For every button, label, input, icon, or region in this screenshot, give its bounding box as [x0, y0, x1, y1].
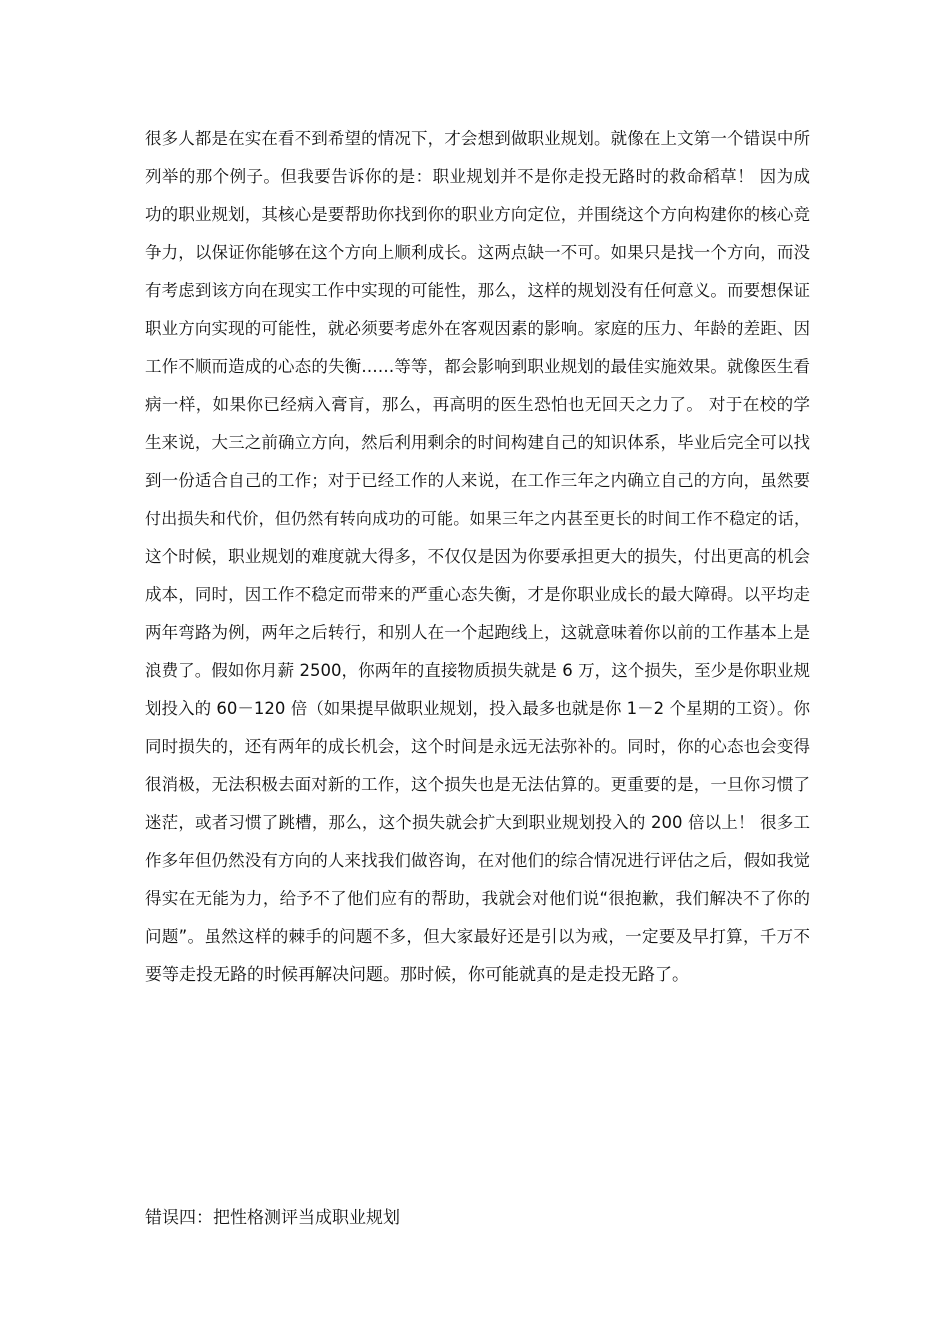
paragraph-line: 付出损失和代价，但仍然有转向成功的可能。如果三年之内甚至更长的时间工作不稳定的话，	[145, 509, 810, 528]
paragraph-line: 病一样，如果你已经病入膏肓，那么，再高明的医生恐怕也无回天之力了。 对于在校的学	[145, 395, 810, 414]
paragraph-line: 这个时候，职业规划的难度就大得多，不仅仅是因为你要承担更大的损失，付出更高的机会	[145, 547, 810, 566]
paragraph-line: 列举的那个例子。但我要告诉你的是：职业规划并不是你走投无路时的救命稻草！ 因为成	[145, 167, 810, 186]
paragraph-line: 争力，以保证你能够在这个方向上顺利成长。这两点缺一不可。如果只是找一个方向，而没	[145, 243, 810, 262]
section-heading: 错误四：把性格测评当成职业规划	[145, 1208, 400, 1228]
paragraph-line: 迷茫，或者习惯了跳槽，那么，这个损失就会扩大到职业规划投入的 200 倍以上！ 很多工	[145, 813, 810, 832]
paragraph-line: 成本，同时，因工作不稳定而带来的严重心态失衡，才是你职业成长的最大障碍。以平均走	[145, 585, 810, 604]
paragraph-line: 要等走投无路的时候再解决问题。那时候，你可能就真的是走投无路了。	[145, 965, 689, 985]
paragraph-line: 工作不顺而造成的心态的失衡……等等，都会影响到职业规划的最佳实施效果。就像医生看	[145, 357, 810, 376]
paragraph-line: 很消极，无法积极去面对新的工作，这个损失也是无法估算的。更重要的是，一旦你习惯了	[145, 775, 810, 794]
paragraph-line: 作多年但仍然没有方向的人来找我们做咨询，在对他们的综合情况进行评估之后，假如我觉	[145, 851, 810, 870]
paragraph-line: 很多人都是在实在看不到希望的情况下，才会想到做职业规划。就像在上文第一个错误中所	[145, 129, 810, 148]
paragraph-line: 问题”。虽然这样的棘手的问题不多，但大家最好还是引以为戒，一定要及早打算，千万不	[145, 927, 810, 946]
paragraph-line: 得实在无能为力，给予不了他们应有的帮助，我就会对他们说“很抱歉，我们解决不了你的	[145, 889, 810, 908]
paragraph-line: 生来说，大三之前确立方向，然后利用剩余的时间构建自己的知识体系，毕业后完全可以找	[145, 433, 810, 452]
paragraph-line: 两年弯路为例，两年之后转行，和别人在一个起跑线上，这就意味着你以前的工作基本上是	[145, 623, 810, 642]
paragraph-line: 有考虑到该方向在现实工作中实现的可能性，那么，这样的规划没有任何意义。而要想保证	[145, 281, 810, 300]
paragraph-line: 划投入的 60－120 倍（如果提早做职业规划，投入最多也就是你 1－2 个星期的工资）。你	[145, 699, 810, 718]
paragraph-line: 浪费了。假如你月薪 2500，你两年的直接物质损失就是 6 万，这个损失，至少是你职业规	[145, 661, 810, 680]
paragraph-line: 同时损失的，还有两年的成长机会，这个时间是永远无法弥补的。同时，你的心态也会变得	[145, 737, 810, 756]
paragraph-line: 职业方向实现的可能性，就必须要考虑外在客观因素的影响。家庭的压力、年龄的差距、因	[145, 319, 810, 338]
paragraph-line: 功的职业规划，其核心是要帮助你找到你的职业方向定位，并围绕这个方向构建你的核心竞	[145, 205, 810, 224]
paragraph-line: 到一份适合自己的工作；对于已经工作的人来说，在工作三年之内确立自己的方向，虽然要	[145, 471, 810, 490]
